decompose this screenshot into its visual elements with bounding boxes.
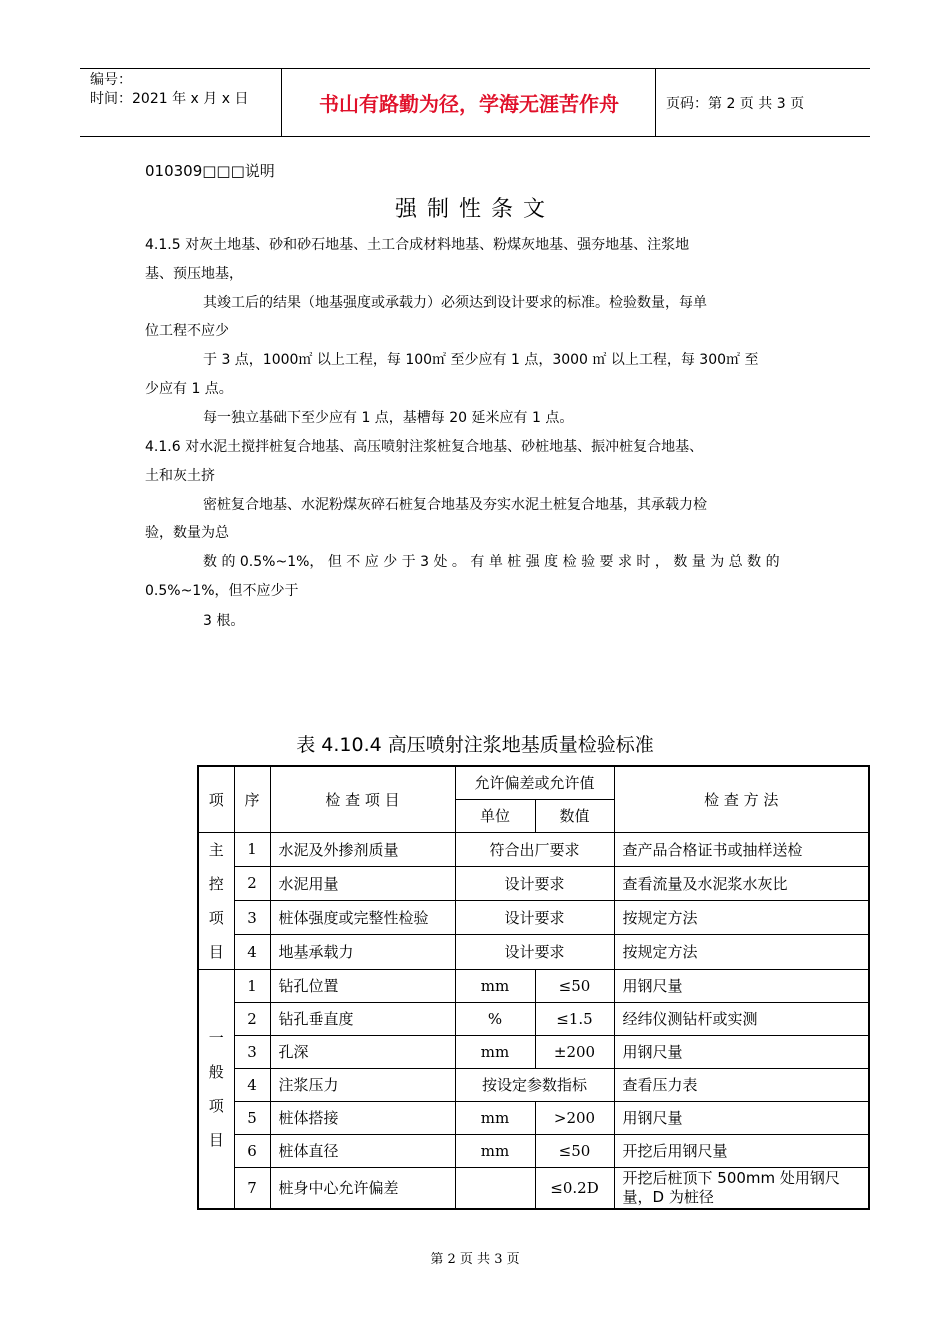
seq-cell: 7 (234, 1167, 270, 1209)
unit-cell: mm (455, 1101, 535, 1134)
value-cell: ≤0.2D (535, 1167, 614, 1209)
unit-cell: mm (455, 969, 535, 1002)
check-item-cell: 钻孔垂直度 (270, 1002, 455, 1035)
group-char: 控 (208, 874, 224, 893)
check-item-cell: 水泥及外掺剂质量 (270, 832, 455, 866)
header-method: 检 查 方 法 (614, 766, 869, 832)
group-char: 目 (208, 1130, 224, 1149)
seq-cell: 1 (234, 969, 270, 1002)
check-item-cell: 注浆压力 (270, 1068, 455, 1101)
value-cell: >200 (535, 1101, 614, 1134)
para-line: 数 的 0.5%~1%， 但 不 应 少 于 3 处 。 有 单 桩 强 度 检 验 要 求 时 ， 数 量 为 总 数 的 (203, 554, 780, 570)
method-cell: 用钢尺量 (614, 969, 869, 1002)
doc-title: 强制性条文 (394, 197, 555, 222)
method-cell: 经纬仪测钻杆或实测 (614, 1002, 869, 1035)
seq-cell: 3 (234, 901, 270, 935)
allowance-cell: 设计要求 (455, 866, 614, 900)
header-left-cell (80, 69, 282, 136)
code-label: 编号： (90, 72, 132, 88)
unit-cell: mm (455, 1035, 535, 1068)
table-title: 表 4.10.4 高压喷射注浆地基质量检验标准 (296, 734, 654, 756)
unit-cell: mm (455, 1134, 535, 1167)
check-item-cell: 地基承载力 (270, 935, 455, 969)
para-line: 于 3 点，1000㎡ 以上工程，每 100㎡ 至少应有 1 点，3000 ㎡ 以上工程，每 300㎡ 至 (203, 352, 759, 368)
seq-cell: 4 (234, 1068, 270, 1101)
table-row (198, 866, 869, 900)
para-line: 0.5%~1%，但不应少于 (145, 583, 299, 599)
check-item-cell: 桩身中心允许偏差 (270, 1167, 455, 1209)
para-line: 4.1.6 对水泥土搅拌桩复合地基、高压喷射注浆桩复合地基、砂桩地基、振冲桩复合地基、 (145, 439, 704, 455)
method-cell: 开挖后桩顶下 500mm 处用钢尺量，D 为桩径 (614, 1167, 869, 1209)
page-header (80, 68, 870, 137)
para-line: 每一独立基础下至少应有 1 点，基槽每 20 延米应有 1 点。 (203, 410, 574, 426)
header-check-item: 检 查 项 目 (270, 766, 455, 832)
allowance-cell: 设计要求 (455, 901, 614, 935)
table-row (198, 935, 869, 969)
table-row (198, 969, 869, 1002)
quality-table (197, 765, 870, 1210)
table-row (198, 1035, 869, 1068)
check-item-cell: 桩体搭接 (270, 1101, 455, 1134)
method-cell: 开挖后用钢尺量 (614, 1134, 869, 1167)
method-cell: 查产品合格证书或抽样送检 (614, 832, 869, 866)
header-value: 数值 (535, 799, 614, 832)
seq-cell: 2 (234, 866, 270, 900)
seq-cell: 1 (234, 832, 270, 866)
allowance-cell: 按设定参数指标 (455, 1068, 614, 1101)
header-unit: 单位 (455, 799, 535, 832)
group-char: 项 (208, 908, 224, 927)
allowance-cell: 设计要求 (455, 935, 614, 969)
group-char: 般 (208, 1062, 224, 1081)
method-cell: 查看流量及水泥浆水灰比 (614, 866, 869, 900)
seq-cell: 4 (234, 935, 270, 969)
page-label: 页码：第 2 页 共 3 页 (666, 95, 805, 112)
para-line: 其竣工后的结果（地基强度或承载力）必须达到设计要求的标准。检验数量，每单 (203, 295, 707, 311)
para-line: 3 根。 (203, 613, 245, 629)
seq-cell: 6 (234, 1134, 270, 1167)
group-general-label (198, 969, 234, 1209)
check-item-cell: 钻孔位置 (270, 969, 455, 1002)
value-cell: ≤50 (535, 969, 614, 1002)
seq-cell: 2 (234, 1002, 270, 1035)
value-cell: ±200 (535, 1035, 614, 1068)
group-main-label (198, 832, 234, 969)
method-cell: 查看压力表 (614, 1068, 869, 1101)
page-footer: 第 2 页 共 3 页 (430, 1252, 520, 1267)
seq-cell: 5 (234, 1101, 270, 1134)
para-line: 位工程不应少 (145, 323, 229, 339)
unit-cell: % (455, 1002, 535, 1035)
check-item-cell: 桩体强度或完整性检验 (270, 901, 455, 935)
table-row (198, 1101, 869, 1134)
header-seq: 序 (234, 766, 270, 832)
table-row (198, 1002, 869, 1035)
group-char: 目 (208, 942, 224, 961)
date-label: 时间：2021 年 x 月 x 日 (90, 91, 249, 107)
seq-cell: 3 (234, 1035, 270, 1068)
method-cell: 用钢尺量 (614, 1101, 869, 1134)
doc-id: 010309□□□说明 (145, 162, 275, 180)
group-char: 一 (208, 1028, 224, 1047)
header-allowance: 允许偏差或允许值 (455, 766, 614, 799)
unit-cell (455, 1167, 535, 1209)
header-item: 项 (198, 766, 234, 832)
table-row (198, 901, 869, 935)
para-line: 土和灰土挤 (145, 468, 215, 484)
method-cell: 按规定方法 (614, 935, 869, 969)
method-cell: 用钢尺量 (614, 1035, 869, 1068)
para-line: 4.1.5 对灰土地基、砂和砂石地基、土工合成材料地基、粉煤灰地基、强夯地基、注浆地 (145, 237, 690, 253)
para-line: 少应有 1 点。 (145, 381, 233, 397)
table-row (198, 1134, 869, 1167)
table-row (198, 832, 869, 866)
table-row (198, 1068, 869, 1101)
motto: 书山有路勤为径，学海无涯苦作舟 (283, 69, 656, 136)
check-item-cell: 孔深 (270, 1035, 455, 1068)
allowance-cell: 符合出厂要求 (455, 832, 614, 866)
check-item-cell: 桩体直径 (270, 1134, 455, 1167)
value-cell: ≤1.5 (535, 1002, 614, 1035)
table-row (198, 1167, 869, 1209)
value-cell: ≤50 (535, 1134, 614, 1167)
para-line: 基、预压地基， (145, 266, 243, 282)
group-char: 主 (208, 840, 224, 859)
method-cell: 按规定方法 (614, 901, 869, 935)
check-item-cell: 水泥用量 (270, 866, 455, 900)
para-line: 密桩复合地基、水泥粉煤灰碎石桩复合地基及夯实水泥土桩复合地基，其承载力检 (203, 497, 707, 513)
para-line: 验，数量为总 (145, 525, 229, 541)
group-char: 项 (208, 1096, 224, 1115)
